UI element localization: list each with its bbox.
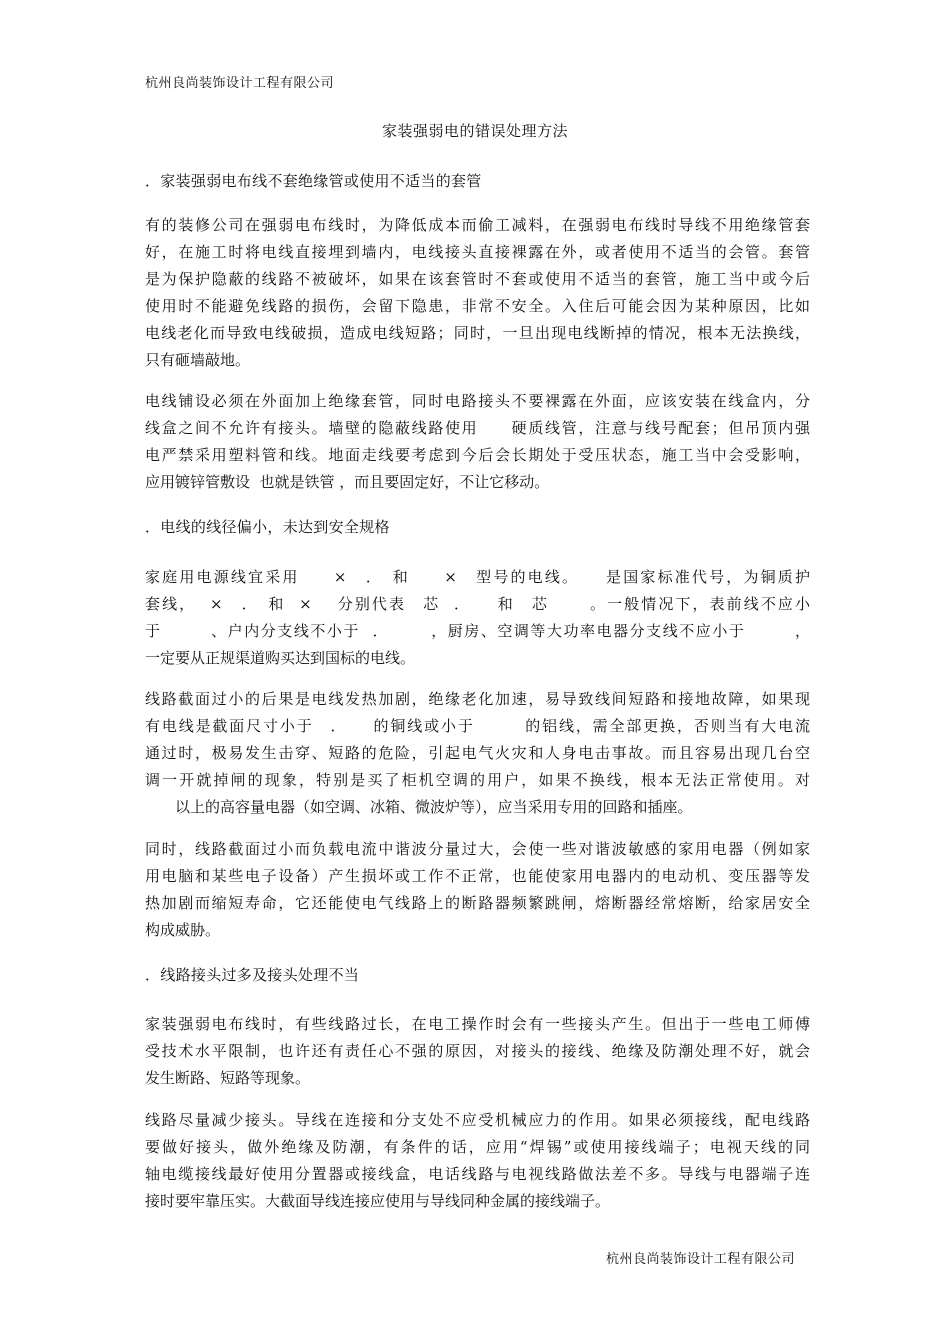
text-line: 家装强弱电布线时，有些线路过长，在电工操作时会有一些接头产生。但出于一些电工师傅 bbox=[145, 1015, 810, 1033]
text-line: 发生断路、短路等现象。 bbox=[145, 1069, 311, 1087]
text-line: 应用镀锌管敷设 也就是铁管 ，而且要固定好，不让它移动。 bbox=[145, 473, 550, 491]
text-line: 好，在施工时将电线直接埋到墙内，电线接头直接裸露在外，或者使用不适当的会管。套管 bbox=[145, 243, 810, 261]
section-heading-1: ．家装强弱电布线不套绝缘管或使用不适当的套管 bbox=[145, 172, 482, 190]
text-line: 使用时不能避免线路的损伤，会留下隐患，非常不安全。入住后可能会因为某种原因，比如 bbox=[145, 297, 810, 315]
text-line: 热加剧而缩短寿命，它还能使电气线路上的断路器频繁跳闸，熔断器经常熔断，给家居安全 bbox=[145, 894, 810, 912]
paragraph bbox=[145, 836, 810, 944]
text-line: 轴电缆接线最好使用分置器或接线盒，电话线路与电视线路做法差不多。导线与电器端子连 bbox=[145, 1165, 810, 1183]
text-line: 是为保护隐蔽的线路不被破坏，如果在该套管时不套或使用不适当的套管，施工当中或今后 bbox=[145, 270, 810, 288]
section-heading-3: ．线路接头过多及接头处理不当 bbox=[145, 966, 360, 984]
text-line: 受技术水平限制，也许还有责任心不强的原因，对接头的接线、绝缘及防潮处理不好，就会 bbox=[145, 1042, 810, 1060]
text-line: 只有砸墙敲地。 bbox=[145, 351, 251, 369]
page-footer: 杭州良尚装饰设计工程有限公司 bbox=[606, 1252, 796, 1267]
paragraph bbox=[145, 686, 810, 821]
text-line: 要做好接头，做外绝缘及防潮，有条件的话，应用“焊锡”或使用接线端子；电视天线的同 bbox=[145, 1138, 810, 1156]
paragraph bbox=[145, 212, 810, 374]
text-line: 通过时，极易发生击穿、短路的危险，引起电气火灾和人身电击事故。而且容易出现几台空 bbox=[145, 744, 810, 762]
text-line: 同时，线路截面过小而负载电流中谐波分量过大，会使一些对谐波敏感的家用电器（例如家 bbox=[145, 840, 810, 858]
document-title: 家装强弱电的错误处理方法 bbox=[381, 122, 568, 140]
paragraph bbox=[145, 1011, 810, 1092]
text-line: 一定要从正规渠道购买达到国标的电线。 bbox=[145, 649, 416, 667]
text-line: 构成威胁。 bbox=[145, 921, 221, 939]
text-line: 线路尽量减少接头。导线在连接和分支处不应受机械应力的作用。如果必须接线，配电线路 bbox=[145, 1111, 810, 1129]
text-line: 线盒之间不允许有接头。墙壁的隐蔽线路使用 硬质线管，注意与线号配套；但吊顶内强 bbox=[145, 419, 810, 437]
text-line: 电线老化而导致电线破损，造成电线短路；同时，一旦出现电线断掉的情况，根本无法换线， bbox=[145, 324, 810, 342]
text-line: 调一开就掉闸的现象，特别是买了柜机空调的用户，如果不换线，根本无法正常使用。对 bbox=[145, 771, 810, 789]
page-header: 杭州良尚装饰设计工程有限公司 bbox=[145, 76, 335, 91]
text-line: 以上的高容量电器（如空调、冰箱、微波炉等），应当采用专用的回路和插座。 bbox=[145, 798, 693, 816]
text-line: 电严禁采用塑料管和线。地面走线要考虑到今后会长期处于受压状态，施工当中会受影响， bbox=[145, 446, 810, 464]
text-line: 接时要牢靠压实。大截面导线连接应使用与导线同种金属的接线端子。 bbox=[145, 1192, 611, 1210]
section-heading-2: ．电线的线径偏小，未达到安全规格 bbox=[145, 518, 390, 536]
text-line: 有电线是截面尺寸小于 ． 的铜线或小于 的铝线，需全部更换，否则当有大电流 bbox=[145, 717, 810, 735]
text-line: 用电脑和某些电子设备）产生损坏或工作不正常，也能使家用电器内的电动机、变压器等发 bbox=[145, 867, 810, 885]
paragraph bbox=[145, 388, 810, 496]
paragraph bbox=[145, 1107, 810, 1215]
text-line: 电线铺设必须在外面加上绝缘套管，同时电路接头不要裸露在外面，应该安装在线盒内，分 bbox=[145, 392, 810, 410]
text-line: 有的装修公司在强弱电布线时，为降低成本而偷工减料，在强弱电布线时导线不用绝缘管套 bbox=[145, 216, 810, 234]
text-line: 套线， × ． 和 × 分别代表 芯 ． 和 芯 。一般情况下，表前线不应小 bbox=[145, 595, 810, 613]
text-line: 线路截面过小的后果是电线发热加剧，绝缘老化加速，易导致线间短路和接地故障，如果现 bbox=[145, 690, 810, 708]
text-line: 家庭用电源线宜采用 × ． 和 × 型号的电线。 是国家标准代号，为铜质护 bbox=[145, 568, 810, 586]
paragraph bbox=[145, 564, 810, 672]
text-line: 于 、户内分支线不小于 ． ，厨房、空调等大功率电器分支线不应小于 ， bbox=[145, 622, 810, 640]
